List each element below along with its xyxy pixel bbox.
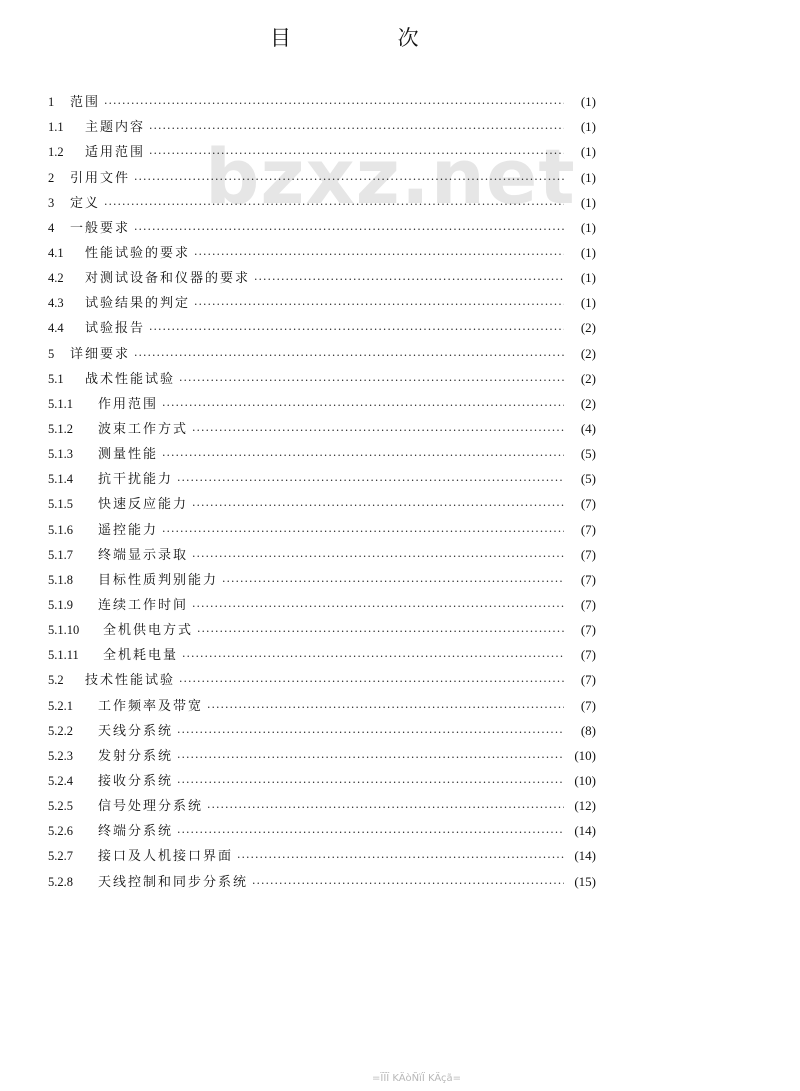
toc-dot-leader [254, 273, 564, 286]
toc-dot-leader [177, 826, 564, 839]
toc-dot-leader [192, 600, 564, 613]
toc-entry [48, 538, 596, 563]
toc-entry [48, 412, 596, 437]
toc-entry-page: (2) [580, 395, 596, 411]
toc-entry [48, 437, 596, 462]
toc-dot-leader [179, 675, 564, 688]
toc-entry-number: 5.2.5 [48, 799, 73, 814]
toc-entry [48, 714, 596, 739]
toc-entry [48, 186, 596, 211]
toc-entry-number: 4.1 [48, 245, 64, 260]
table-of-contents [48, 85, 596, 890]
toc-entry [48, 85, 596, 110]
toc-entry-title: 抗干扰能力 [98, 472, 174, 488]
toc-dot-leader [104, 97, 564, 110]
toc-entry [48, 512, 596, 537]
toc-entry-page: (4) [580, 420, 596, 436]
toc-entry-number: 5.1.5 [48, 497, 73, 512]
toc-entry-number: 5.1.6 [48, 522, 73, 537]
toc-entry [48, 588, 596, 613]
toc-entry-title: 发射分系统 [98, 748, 174, 764]
toc-entry-number: 5.1.2 [48, 421, 73, 436]
toc-entry-page: (10) [574, 747, 596, 763]
toc-entry-page: (5) [580, 471, 596, 487]
toc-entry-title: 工作频率及带宽 [98, 698, 204, 714]
toc-entry-page: (7) [580, 622, 596, 638]
toc-entry [48, 563, 596, 588]
toc-dot-leader [237, 851, 564, 864]
toc-entry-page: (2) [580, 370, 596, 386]
toc-entry-title: 范围 [70, 95, 101, 111]
toc-entry-title: 快速反应能力 [98, 497, 189, 513]
toc-entry-number: 5.1.10 [48, 623, 80, 638]
toc-entry-page: (1) [580, 244, 596, 260]
toc-entry-number: 3 [48, 195, 55, 210]
toc-entry [48, 839, 596, 864]
toc-entry-title: 接口及人机接口界面 [98, 849, 234, 865]
toc-dot-leader [149, 147, 564, 160]
toc-entry-title: 天线控制和同步分系统 [98, 874, 249, 890]
toc-entry-page: (7) [580, 521, 596, 537]
toc-entry-number: 5.1.7 [48, 547, 73, 562]
toc-dot-leader [177, 751, 564, 764]
toc-dot-leader [177, 776, 564, 789]
toc-entry-title: 引用文件 [70, 170, 131, 186]
toc-entry-title: 性能试验的要求 [85, 245, 191, 261]
toc-dot-leader [207, 701, 564, 714]
toc-entry-number: 5 [48, 346, 55, 361]
toc-entry [48, 311, 596, 336]
toc-entry [48, 764, 596, 789]
toc-entry-number: 5.2.3 [48, 748, 73, 763]
toc-entry-number: 4.2 [48, 271, 64, 286]
toc-entry [48, 663, 596, 688]
toc-dot-leader [197, 625, 564, 638]
toc-entry-number: 5.2.4 [48, 773, 73, 788]
toc-entry [48, 789, 596, 814]
toc-entry-title: 全机耗电量 [103, 648, 179, 664]
toc-entry [48, 261, 596, 286]
toc-entry-title: 接收分系统 [98, 773, 174, 789]
toc-entry-page: (7) [580, 647, 596, 663]
toc-dot-leader [162, 449, 564, 462]
toc-entry-page: (1) [580, 169, 596, 185]
toc-entry-number: 4 [48, 220, 55, 235]
toc-entry [48, 387, 596, 412]
toc-entry-title: 定义 [70, 195, 101, 211]
toc-entry-page: (15) [574, 873, 596, 889]
toc-entry-page: (5) [580, 446, 596, 462]
toc-entry-title: 目标性质判别能力 [98, 572, 219, 588]
toc-entry-number: 5.1.3 [48, 447, 73, 462]
toc-dot-leader [104, 198, 564, 211]
toc-dot-leader [177, 726, 564, 739]
toc-entry-title: 测量性能 [98, 447, 159, 463]
toc-entry-number: 5.1.11 [48, 648, 79, 663]
toc-entry-page: (1) [580, 295, 596, 311]
toc-entry-number: 5.2.7 [48, 849, 73, 864]
toc-entry-title: 终端分系统 [98, 824, 174, 840]
toc-entry [48, 236, 596, 261]
toc-entry-title: 作用范围 [98, 396, 159, 412]
toc-entry-number: 5.2.1 [48, 698, 73, 713]
toc-entry-title: 试验结果的判定 [85, 296, 191, 312]
toc-entry [48, 110, 596, 135]
toc-entry-number: 4.3 [48, 296, 64, 311]
toc-dot-leader [149, 323, 564, 336]
toc-entry-page: (7) [580, 596, 596, 612]
toc-entry-title: 主题内容 [85, 120, 146, 136]
toc-entry-number: 5.2.8 [48, 874, 73, 889]
toc-entry [48, 160, 596, 185]
toc-dot-leader [222, 575, 564, 588]
toc-dot-leader [162, 399, 564, 412]
toc-entry-number: 5.1.8 [48, 572, 73, 587]
toc-dot-leader [134, 349, 564, 362]
toc-entry-page: (7) [580, 496, 596, 512]
toc-entry-title: 详细要求 [70, 346, 131, 362]
toc-entry-page: (1) [580, 94, 596, 110]
toc-entry [48, 362, 596, 387]
toc-dot-leader [179, 374, 564, 387]
toc-entry [48, 814, 596, 839]
toc-entry-title: 适用范围 [85, 145, 146, 161]
toc-entry-number: 5.2 [48, 673, 64, 688]
toc-entry-number: 2 [48, 170, 55, 185]
toc-entry-title: 连续工作时间 [98, 597, 189, 613]
toc-entry-page: (8) [580, 722, 596, 738]
toc-entry [48, 688, 596, 713]
toc-dot-leader [177, 474, 564, 487]
toc-entry [48, 613, 596, 638]
toc-entry-number: 5.1.9 [48, 597, 73, 612]
toc-entry-page: (7) [580, 571, 596, 587]
toc-entry-title: 终端显示录取 [98, 547, 189, 563]
toc-entry-title: 波束工作方式 [98, 421, 189, 437]
page-footer: =ÏÏÏ KÄòÑïÏ KÄçã= [372, 1073, 462, 1084]
page-title: 目 次 [270, 26, 469, 50]
toc-entry-page: (2) [580, 320, 596, 336]
toc-entry-page: (14) [574, 823, 596, 839]
toc-entry-page: (10) [574, 772, 596, 788]
toc-dot-leader [134, 173, 564, 186]
toc-entry-number: 5.2.6 [48, 824, 73, 839]
toc-entry-page: (2) [580, 345, 596, 361]
toc-entry-page: (12) [574, 798, 596, 814]
toc-entry [48, 286, 596, 311]
toc-dot-leader [192, 550, 564, 563]
toc-entry-title: 全机供电方式 [103, 623, 194, 639]
toc-dot-leader [192, 499, 564, 512]
toc-dot-leader [194, 298, 564, 311]
toc-dot-leader [192, 424, 564, 437]
toc-entry [48, 135, 596, 160]
toc-entry-page: (7) [580, 546, 596, 562]
toc-entry-number: 1 [48, 95, 55, 110]
toc-entry [48, 864, 596, 889]
toc-entry-number: 4.4 [48, 321, 64, 336]
toc-entry-number: 5.1.4 [48, 472, 73, 487]
toc-entry [48, 462, 596, 487]
toc-entry-page: (1) [580, 144, 596, 160]
toc-dot-leader [182, 650, 564, 663]
toc-dot-leader [162, 525, 564, 538]
toc-dot-leader [252, 877, 564, 890]
toc-entry-title: 试验报告 [85, 321, 146, 337]
toc-entry-page: (14) [574, 848, 596, 864]
toc-entry-title: 战术性能试验 [85, 371, 176, 387]
toc-entry-page: (1) [580, 119, 596, 135]
toc-entry-page: (7) [580, 672, 596, 688]
toc-dot-leader [194, 248, 564, 261]
toc-entry-title: 信号处理分系统 [98, 799, 204, 815]
toc-entry [48, 336, 596, 361]
toc-entry-page: (1) [580, 219, 596, 235]
toc-entry-title: 一般要求 [70, 220, 131, 236]
toc-entry-number: 5.1 [48, 371, 64, 386]
toc-entry-title: 天线分系统 [98, 723, 174, 739]
toc-entry [48, 211, 596, 236]
toc-entry [48, 487, 596, 512]
toc-entry-number: 1.2 [48, 145, 64, 160]
toc-entry-page: (1) [580, 194, 596, 210]
toc-entry-number: 5.1.1 [48, 396, 73, 411]
toc-dot-leader [149, 122, 564, 135]
toc-entry-page: (1) [580, 270, 596, 286]
toc-entry-title: 对测试设备和仪器的要求 [85, 271, 251, 287]
toc-entry [48, 638, 596, 663]
toc-entry-number: 5.2.2 [48, 723, 73, 738]
toc-dot-leader [134, 223, 564, 236]
toc-entry-number: 1.1 [48, 120, 64, 135]
toc-dot-leader [207, 801, 564, 814]
toc-entry-title: 技术性能试验 [85, 673, 176, 689]
toc-entry-title: 遥控能力 [98, 522, 159, 538]
toc-entry-page: (7) [580, 697, 596, 713]
toc-entry [48, 739, 596, 764]
watermark: bzxz.net [205, 132, 576, 221]
